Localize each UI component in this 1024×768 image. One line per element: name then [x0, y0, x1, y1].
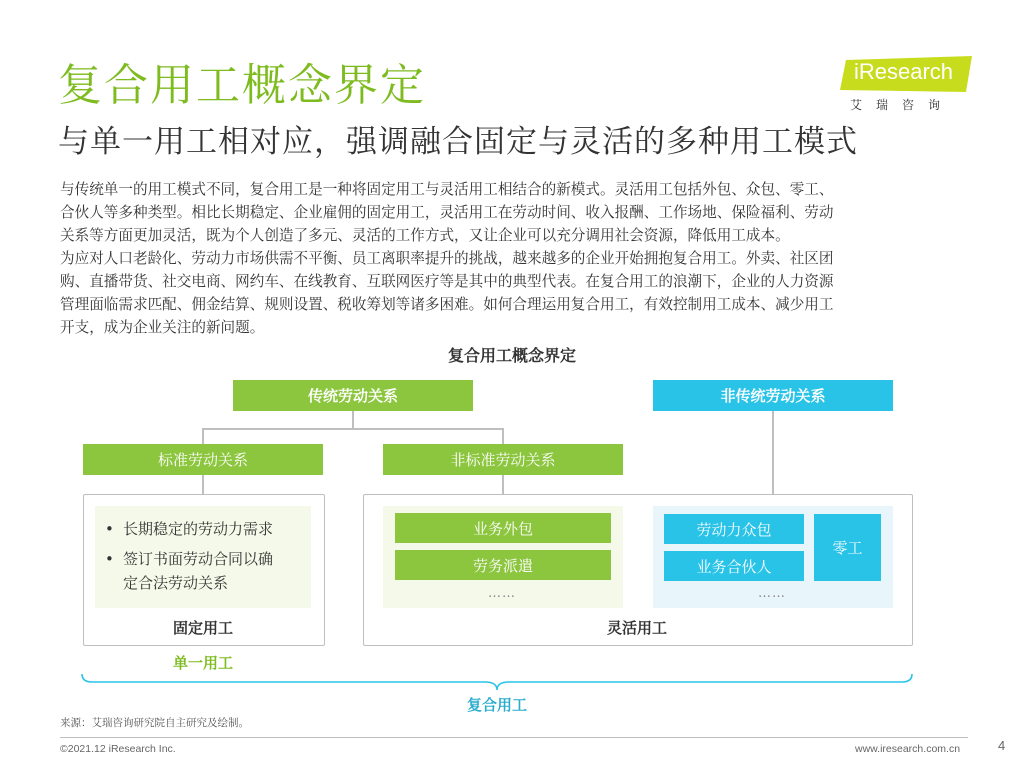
business-outsourcing-label: 业务外包 — [472, 519, 533, 538]
fixed-bullet-list — [105, 517, 305, 595]
labor-dispatch-label: 劳务派遣 — [472, 556, 533, 575]
standard-labor-bar — [83, 444, 323, 475]
non-standard-labor-bar — [383, 444, 623, 475]
non-standard-labor-label: 非标准劳动关系 — [450, 451, 556, 469]
paragraph-line: 合伙人等多种类型。相比长期稳定、企业雇佣的固定用工，灵活用工在劳动时间、收入报酬、工作场地、保险福利、劳动 — [60, 204, 834, 221]
page-title: 复合用工概念界定 — [58, 60, 426, 111]
paragraph-line: 为应对人口老龄化、劳动力市场供需不平衡、员工离职率提升的挑战，越来越多的企业开始拥抱复合用工。外卖、社区团 — [60, 250, 834, 267]
fixed-employment-label: 固定用工 — [172, 619, 233, 637]
source-note: 来源：艾瑞咨询研究院自主研究及绘制。 — [60, 717, 249, 729]
bullet-dot: • — [105, 520, 114, 538]
single-employment-label: 单一用工 — [172, 654, 233, 672]
connector-line — [502, 475, 504, 494]
more-items-ellipsis: …… — [758, 586, 786, 601]
non-traditional-labor-label: 非传统劳动关系 — [720, 387, 826, 405]
fixed-bullet-text: 长期稳定的劳动力需求 — [123, 520, 274, 538]
logo-subtext: 艾瑞咨询 — [850, 98, 955, 112]
paragraph-line: 购、直播带货、社交电商、网约车、在线教育、互联网医疗等是其中的典型代表。在复合用工的浪潮下，企业的人力资源 — [60, 273, 834, 290]
page-subtitle: 与单一用工相对应，强调融合固定与灵活的多种用工模式 — [58, 124, 858, 160]
connector-line — [202, 428, 204, 444]
business-partner-label: 业务合伙人 — [696, 557, 772, 576]
paragraph-line: 与传统单一的用工模式不同，复合用工是一种将固定用工与灵活用工相结合的新模式。灵活用工包括外包、众包、零工、 — [60, 181, 834, 198]
bullet-line-1: 签订书面劳动合同以确 — [123, 550, 274, 568]
website-link[interactable]: www.iresearch.com.cn — [855, 743, 961, 755]
gig-work-box — [814, 514, 881, 581]
connector-line — [202, 475, 204, 494]
composite-employment-label: 复合用工 — [466, 696, 527, 714]
connector-line — [502, 428, 504, 444]
copyright-text: ©2021.12 iResearch Inc. — [60, 743, 176, 755]
connector-line — [202, 428, 503, 430]
traditional-labor-bar — [233, 380, 473, 411]
fixed-bullet-text — [123, 547, 273, 595]
page-number: 4 — [998, 738, 1006, 753]
list-item — [105, 517, 305, 541]
traditional-labor-label: 传统劳动关系 — [307, 387, 398, 405]
business-outsourcing-box — [395, 513, 611, 543]
crowdsourcing-box — [664, 514, 804, 544]
bullet-dot: • — [105, 550, 114, 568]
composite-brace — [80, 672, 914, 694]
list-item — [105, 547, 305, 595]
footer-divider — [60, 737, 968, 738]
intro-paragraph — [60, 178, 970, 339]
gig-work-label: 零工 — [832, 539, 863, 557]
non-traditional-labor-bar — [653, 380, 893, 411]
paragraph-line: 开支，成为企业关注的新问题。 — [60, 319, 265, 336]
paragraph-line: 管理面临需求匹配、佣金结算、规则设置、税收筹划等诸多困难。如何合理运用复合用工，有效控制用工成本、减少用工 — [60, 296, 834, 313]
bullet-line-2: 定合法劳动关系 — [123, 574, 229, 592]
business-partner-box — [664, 551, 804, 581]
diagram-title: 复合用工概念界定 — [447, 346, 576, 365]
logo-text: iResearch — [854, 59, 954, 84]
connector-line — [352, 411, 354, 428]
iresearch-logo — [840, 56, 975, 116]
labor-dispatch-box — [395, 550, 611, 580]
more-items-ellipsis: …… — [488, 586, 516, 601]
flexible-employment-label: 灵活用工 — [606, 619, 667, 637]
crowdsourcing-label: 劳动力众包 — [696, 520, 772, 539]
standard-labor-label: 标准劳动关系 — [157, 451, 248, 469]
connector-line — [772, 411, 774, 494]
paragraph-line: 关系等方面更加灵活，既为个人创造了多元、灵活的工作方式，又让企业可以充分调用社会资源，降低用工成本。 — [60, 227, 790, 244]
